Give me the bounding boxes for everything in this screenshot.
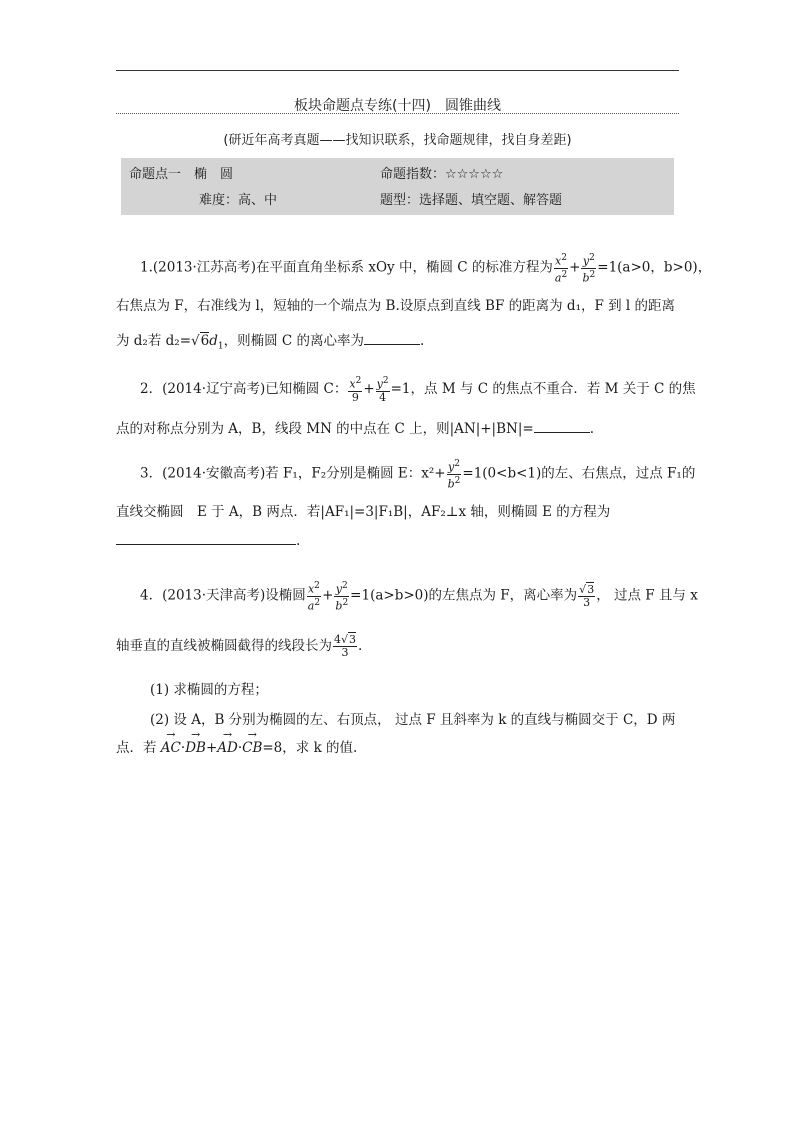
- question-2-line-2: 点的对称点分别为 A，B，线段 MN 的中点在 C 上，则|AN|+|BN|= .: [116, 418, 679, 439]
- fraction-y2-b2-q3: $\frac{y^2}{b^2}$: [447, 459, 461, 491]
- fraction-sqrt3-3: $\frac{√3}{3}$: [579, 582, 595, 609]
- vector-AD: → AD: [217, 738, 238, 758]
- index-label: 命题指数：☆☆☆☆☆: [380, 167, 504, 182]
- page-title: 板块命题点专练(十四) 圆锥曲线: [294, 98, 501, 114]
- fraction-x2-a2: $\frac{x^2}{a^2}$: [554, 253, 568, 285]
- fraction-4sqrt3-3: $\frac{4√3}{3}$: [334, 633, 357, 659]
- question-4-sub-1: (1) 求椭圆的方程；: [150, 682, 268, 698]
- question-3-line-3: .: [116, 530, 679, 551]
- question-4-line-2: 轴垂直的直线被椭圆截得的线段长为 $\frac{4√3}{3}$ .: [116, 633, 363, 659]
- fraction-y2-4: $\frac{y^2}{4}$: [376, 376, 389, 404]
- question-4-sub-2-cont: 点．若 → AC·→ DB+→ AD·→ CB=8，求 k 的值.: [116, 738, 679, 758]
- answer-blank-2[interactable]: [534, 418, 590, 433]
- vector-DB: → DB: [185, 738, 206, 758]
- fraction-y2-b2: $\frac{y^2}{b^2}$: [582, 253, 596, 285]
- question-3-line-1: 3．(2014·安徽高考)若 F₁，F₂分别是椭圆 E：x²+ $\frac{y^2}{b^2}$ =1(0<b<1)的左、右焦点，过点 F₁的: [140, 459, 696, 491]
- question-1-line-3: 为 d₂若 $d_2=√6d_1$，则椭圆 C 的离心率为 .: [116, 330, 679, 357]
- page-subtitle: (研近年高考真题——找知识联系，找命题规律，找自身差距): [223, 133, 572, 148]
- answer-blank-1[interactable]: [364, 330, 420, 345]
- question-4-line-1: 4．(2013·天津高考)设椭圆 $\frac{x^2}{a^2}$ + $\frac{y^2}{b^2}$ =1(a>b>0)的左焦点为 F，离心率为 $\frac{√3}{3}$ ， 过点 F 且与 x: [140, 581, 698, 613]
- question-4-sub-2: (2) 设 A，B 分别为椭圆的左、右顶点， 过点 F 且斜率为 k 的直线与椭圆交于 C，D 两: [150, 712, 676, 728]
- vector-AC: → AC: [161, 738, 181, 758]
- top-rule: [116, 70, 679, 71]
- question-2-line-1: 2．(2014·辽宁高考)已知椭圆 C： $\frac{x^2}{9}$ + $\frac{y^2}{4}$ =1，点 M 与 C 的焦点不重合．若 M 关于 C 的焦: [140, 376, 696, 404]
- sqrt-6-d1: $√6d_1$: [191, 333, 224, 352]
- dotted-divider: [116, 113, 679, 114]
- question-1-line-2: 右焦点为 F，右准线为 l，短轴的一个端点为 B.设原点到直线 BF 的距离为 d₁，F 到 l 的距离: [116, 298, 676, 314]
- fraction-x2-9: $\frac{x^2}{9}$: [349, 376, 362, 404]
- question-1-line-1: 1.(2013·江苏高考)在平面直角坐标系 xOy 中，椭圆 C 的标准方程为 $\frac{x^2}{a^2}$ + $\frac{y^2}{b^2}$ =1(a>0，b>0)，: [140, 253, 712, 285]
- vector-CB: → CB: [242, 738, 262, 758]
- question-3-line-2: 直线交椭圆 E 于 A，B 两点．若|AF₁|=3|F₁B|，AF₂⊥x 轴，则椭圆 E 的方程为: [116, 504, 611, 520]
- answer-blank-3[interactable]: [116, 530, 296, 545]
- fraction-y2-b2-q4: $\frac{y^2}{b^2}$: [335, 581, 349, 613]
- topic-label: 命题点一 椭 圆: [129, 167, 234, 182]
- info-box: [121, 158, 674, 215]
- question-type-label: 题型：选择题、填空题、解答题: [380, 193, 563, 208]
- difficulty-label: 难度：高、中: [199, 193, 278, 208]
- fraction-x2-a2-q4: $\frac{x^2}{a^2}$: [307, 581, 321, 613]
